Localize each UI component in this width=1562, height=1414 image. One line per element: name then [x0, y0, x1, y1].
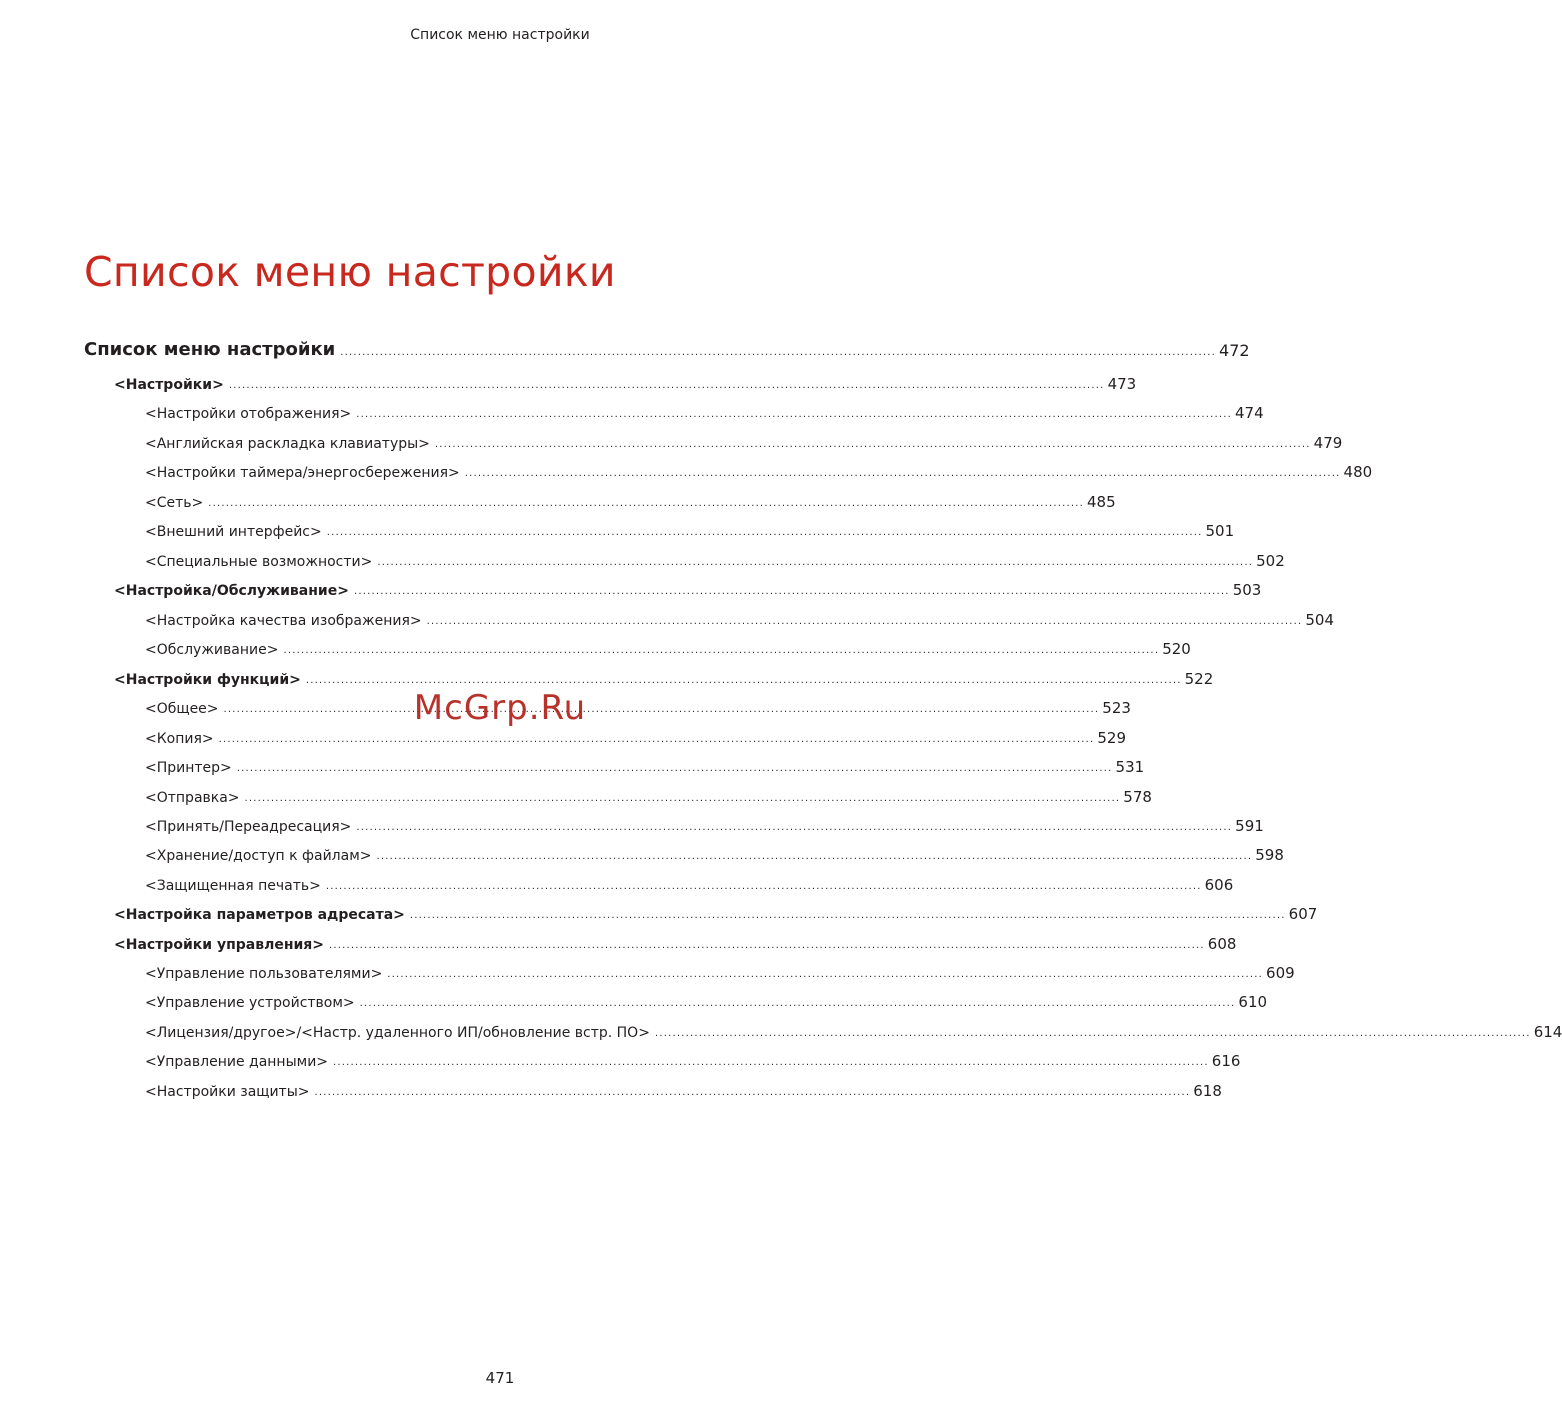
toc-item-entry[interactable] [84, 987, 1268, 1011]
toc-subsection-entry[interactable] [84, 369, 1137, 393]
toc-dot-leader: ........................................................................................................................................................................................................ [387, 969, 1264, 980]
toc-entry-page: 503 [1232, 581, 1262, 599]
toc-entry-page: 504 [1305, 611, 1335, 629]
toc-subsection-entry[interactable] [84, 929, 1237, 953]
toc-entry-page: 578 [1123, 788, 1152, 806]
toc-entry-page: 610 [1238, 993, 1268, 1011]
toc-dot-leader: ........................................................................................................................................................................................................ [305, 675, 1182, 686]
toc-dot-leader: ........................................................................................................................................................................................................ [434, 439, 1311, 450]
toc-entry-label: <Защищенная печать> [145, 878, 321, 894]
toc-item-entry[interactable] [84, 1046, 1241, 1070]
toc-entry-label: Список меню настройки [84, 339, 336, 360]
toc-entry-label: <Сеть> [145, 495, 204, 511]
toc-dot-leader: ........................................................................................................................................................................................................ [244, 793, 1121, 804]
toc-entry-label: <Лицензия/другое>/<Настр. удаленного ИП/обновление встр. ПО> [145, 1025, 650, 1041]
toc-item-entry[interactable] [84, 752, 1145, 776]
toc-entry-label: <Настройки управления> [114, 937, 325, 953]
toc-entry-label: <Принтер> [145, 760, 232, 776]
chapter-title: Список меню настройки [84, 248, 616, 296]
toc-entry-page: 608 [1207, 935, 1237, 953]
toc-dot-leader: ........................................................................................................................................................................................................ [377, 557, 1254, 568]
page-number: 471 [485, 1369, 515, 1387]
toc-entry-page: 520 [1162, 640, 1191, 658]
toc-entry-label: <Настройка параметров адресата> [114, 907, 405, 923]
toc-entry-label: <Обслуживание> [145, 642, 279, 658]
toc-item-entry[interactable] [84, 634, 1191, 658]
toc-dot-leader: ........................................................................................................................................................................................................ [353, 586, 1230, 597]
toc-entry-label: <Настройки таймера/энергосбережения> [145, 465, 460, 481]
toc-subsection-entry[interactable] [84, 575, 1262, 599]
toc-entry-page: 523 [1102, 699, 1131, 717]
watermark: McGrp.Ru [413, 688, 587, 728]
toc-item-entry[interactable] [84, 811, 1264, 835]
toc-entry-page: 606 [1204, 876, 1234, 894]
toc-entry-label: <Общее> [145, 701, 219, 717]
toc-dot-leader: ........................................................................................................................................................................................................ [218, 734, 1095, 745]
toc-entry-label: <Настройка качества изображения> [145, 613, 422, 629]
toc-dot-leader: ........................................................................................................................................................................................................ [409, 910, 1286, 921]
toc-entry-label: <Настройки> [114, 377, 224, 393]
toc-entry-label: <Принять/Переадресация> [145, 819, 352, 835]
toc-dot-leader: ........................................................................................................................................................................................................ [236, 763, 1113, 774]
toc-dot-leader: ........................................................................................................................................................................................................ [314, 1087, 1191, 1098]
toc-item-entry[interactable] [84, 398, 1264, 422]
toc-entry-page: 598 [1255, 846, 1284, 864]
toc-entry-page: 609 [1266, 964, 1295, 982]
toc-entry-label: <Английская раскладка клавиатуры> [145, 436, 430, 452]
toc-entry-label: <Внешний интерфейс> [145, 524, 322, 540]
toc-entry-page: 485 [1087, 493, 1116, 511]
toc-entry-page: 472 [1219, 341, 1250, 360]
toc-entry-page: 479 [1313, 434, 1343, 452]
toc-entry-label: <Управление устройством> [145, 995, 355, 1011]
toc-item-entry[interactable] [84, 840, 1284, 864]
toc-dot-leader: ........................................................................................................................................................................................................ [325, 881, 1202, 892]
toc-item-entry[interactable] [84, 870, 1234, 894]
toc-entry-label: <Хранение/доступ к файлам> [145, 848, 372, 864]
toc-dot-leader: ........................................................................................................................................................................................................ [464, 468, 1341, 479]
toc-item-entry[interactable] [84, 516, 1235, 540]
toc-dot-leader: ........................................................................................................................................................................................................ [654, 1028, 1531, 1039]
toc-entry-label: <Копия> [145, 731, 214, 747]
toc-entry-page: 474 [1235, 404, 1264, 422]
toc-dot-leader: ........................................................................................................................................................................................................ [359, 998, 1236, 1009]
toc-item-entry[interactable] [84, 457, 1373, 481]
toc-entry-page: 591 [1235, 817, 1264, 835]
toc-entry-page: 502 [1256, 552, 1285, 570]
toc-item-entry[interactable] [84, 546, 1285, 570]
toc-dot-leader: ........................................................................................................................................................................................................ [340, 347, 1217, 358]
toc-entry-page: 529 [1097, 729, 1127, 747]
toc-item-entry[interactable] [84, 487, 1116, 511]
toc-item-entry[interactable] [84, 428, 1343, 452]
toc-item-entry[interactable] [84, 1076, 1222, 1100]
toc-entry-page: 473 [1107, 375, 1137, 393]
toc-entry-label: <Отправка> [145, 790, 240, 806]
toc-item-entry[interactable] [84, 958, 1295, 982]
toc-entry-label: <Настройки защиты> [145, 1084, 310, 1100]
running-header: Список меню настройки [410, 27, 590, 43]
toc-entry-label: <Управление пользователями> [145, 966, 383, 982]
toc-entry-page: 531 [1115, 758, 1145, 776]
toc-item-entry[interactable] [84, 605, 1335, 629]
toc-dot-leader: ........................................................................................................................................................................................................ [426, 616, 1303, 627]
toc-dot-leader: ........................................................................................................................................................................................................ [326, 527, 1203, 538]
toc-dot-leader: ........................................................................................................................................................................................................ [333, 1057, 1209, 1068]
toc-entry-label: <Настройки функций> [114, 672, 301, 688]
toc-dot-leader: ........................................................................................................................................................................................................ [356, 409, 1233, 420]
toc-entry-page: 614 [1533, 1023, 1562, 1041]
toc-item-entry[interactable] [84, 782, 1152, 806]
toc-dot-leader: ........................................................................................................................................................................................................ [329, 940, 1205, 951]
toc-entry-label: <Управление данными> [145, 1054, 329, 1070]
toc-subsection-entry[interactable] [84, 664, 1214, 688]
toc-entry-label: <Настройки отображения> [145, 406, 352, 422]
toc-entry-page: 480 [1343, 463, 1373, 481]
toc-entry-page: 607 [1288, 905, 1318, 923]
toc-section-entry[interactable] [84, 336, 1250, 360]
toc-entry-page: 501 [1205, 522, 1235, 540]
toc-dot-leader: ........................................................................................................................................................................................................ [223, 704, 1100, 715]
toc-dot-leader: ........................................................................................................................................................................................................ [356, 822, 1233, 833]
toc-entry-page: 618 [1193, 1082, 1222, 1100]
toc-item-entry[interactable] [84, 1017, 1562, 1041]
toc-dot-leader: ........................................................................................................................................................................................................ [228, 380, 1105, 391]
toc-entry-page: 616 [1211, 1052, 1241, 1070]
toc-dot-leader: ........................................................................................................................................................................................................ [208, 498, 1085, 509]
toc-subsection-entry[interactable] [84, 899, 1318, 923]
toc-dot-leader: ........................................................................................................................................................................................................ [376, 851, 1253, 862]
toc-dot-leader: ........................................................................................................................................................................................................ [283, 645, 1160, 656]
toc-entry-label: <Настройка/Обслуживание> [114, 583, 349, 599]
toc-entry-label: <Специальные возможности> [145, 554, 373, 570]
toc-entry-page: 522 [1184, 670, 1214, 688]
